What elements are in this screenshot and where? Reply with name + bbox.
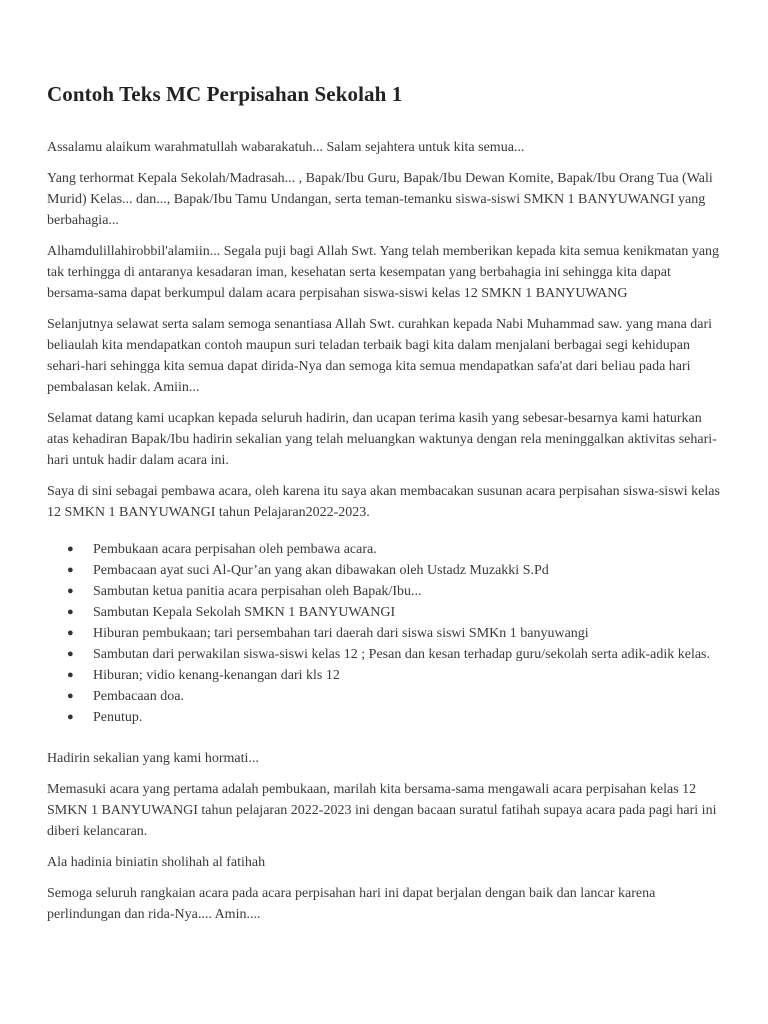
closing-prayer-paragraph: Semoga seluruh rangkaian acara pada acara perpisahan hari ini dapat berjalan dengan baik dan lancar karena perlindungan dan rida-Nya.... Amin.... — [47, 886, 656, 922]
bullet-icon: ● — [67, 690, 74, 702]
list-item — [67, 707, 723, 728]
fatihah-paragraph: Ala hadinia biniatin sholihah al fatihah — [47, 855, 266, 870]
agenda-intro-paragraph: Saya di sini sebagai pembawa acara, oleh karena itu saya akan membacakan susunan acara perpisahan siswa-siswi kelas 12 SMKN 1 BANYUWANGI tahun Pelajaran2022-2023. — [47, 484, 720, 520]
agenda-item-text: Hiburan; vidio kenang-kenangan dari kls 12 — [93, 668, 340, 683]
selawat-paragraph: Selanjutnya selawat serta salam semoga senantiasa Allah Swt. curahkan kepada Nabi Muhammad saw. yang mana dari beliaulah kita mendapatkan contoh maupun suri teladan terbaik bagi kita dalam menjalani berbagai segi kehidupan sehari-hari sehingga kita semua dapat dirida-Nya dan semoga kita semua mendapatkan safa'at dari beliau pada hari pembalasan kelak. Amiin... — [47, 317, 713, 395]
bullet-icon: ● — [67, 669, 74, 681]
list-item — [67, 686, 723, 707]
gratitude-paragraph: Alhamdulillahirobbil'alamiin... Segala puji bagi Allah Swt. Yang telah memberikan kepada kita semua kenikmatan yang tak terhingga di antaranya kesadaran iman, kesehatan serta kesempatan yang berbahagia ini sehingga kita dapat bersama-sama dapat berkumpul dalam acara perpisahan siswa-siswi kelas 12 SMKN 1 BANYUWANG — [47, 244, 720, 301]
list-item — [67, 602, 723, 623]
list-item — [67, 560, 723, 581]
agenda-item-text: Penutup. — [93, 710, 143, 725]
list-item — [67, 581, 723, 602]
bullet-icon: ● — [67, 543, 74, 555]
document-page — [47, 78, 723, 935]
agenda-item-text: Pembukaan acara perpisahan oleh pembawa acara. — [93, 542, 377, 557]
agenda-item-text: Sambutan Kepala Sekolah SMKN 1 BANYUWANGI — [93, 605, 396, 620]
bullet-icon: ● — [67, 627, 74, 639]
opening-paragraph: Memasuki acara yang pertama adalah pembukaan, marilah kita bersama-sama mengawali acara perpisahan kelas 12 SMKN 1 BANYUWANGI tahun pelajaran 2022-2023 ini dengan bacaan suratul fatihah supaya acara pada pagi hari ini diberi kelancaran. — [47, 782, 717, 839]
list-item — [67, 644, 723, 665]
document-title: Contoh Teks MC Perpisahan Sekolah 1 — [47, 82, 403, 106]
closing-section — [47, 748, 723, 925]
list-item — [67, 623, 723, 644]
agenda-item-text: Sambutan dari perwakilan siswa-siswi kelas 12 ; Pesan dan kesan terhadap guru/sekolah serta adik-adik kelas. — [93, 647, 710, 662]
salutation-paragraph: Yang terhormat Kepala Sekolah/Madrasah... , Bapak/Ibu Guru, Bapak/Ibu Dewan Komite, Bapak/Ibu Orang Tua (Wali Murid) Kelas... dan..., Bapak/Ibu Tamu Undangan, serta teman-temanku siswa-siswi SMKN 1 BANYUWANGI yang berbahagia... — [47, 171, 713, 228]
bullet-icon: ● — [67, 606, 74, 618]
agenda-list — [47, 539, 723, 728]
agenda-item-text: Pembacaan doa. — [93, 689, 184, 704]
list-item — [67, 665, 723, 686]
agenda-item-text: Sambutan ketua panitia acara perpisahan oleh Bapak/Ibu... — [93, 584, 422, 599]
agenda-item-text: Pembacaan ayat suci Al-Qur’an yang akan dibawakan oleh Ustadz Muzakki S.Pd — [93, 563, 549, 578]
welcome-paragraph: Selamat datang kami ucapkan kepada seluruh hadirin, dan ucapan terima kasih yang sebesar-besarnya kami haturkan atas kehadiran Bapak/Ibu hadirin sekalian yang telah meluangkan waktunya dengan rela meninggalkan aktivitas sehari-hari untuk hadir dalam acara ini. — [47, 411, 717, 468]
greeting-paragraph: Assalamu alaikum warahmatullah wabarakatuh... Salam sejahtera untuk kita semua... — [47, 140, 525, 155]
bullet-icon: ● — [67, 564, 74, 576]
agenda-item-text: Hiburan pembukaan; tari persembahan tari daerah dari siswa siswi SMKn 1 banyuwangi — [93, 626, 589, 641]
bullet-icon: ● — [67, 585, 74, 597]
bullet-icon: ● — [67, 648, 74, 660]
bullet-icon: ● — [67, 711, 74, 723]
address-paragraph: Hadirin sekalian yang kami hormati... — [47, 751, 259, 766]
intro-section — [47, 137, 723, 523]
list-item — [67, 539, 723, 560]
